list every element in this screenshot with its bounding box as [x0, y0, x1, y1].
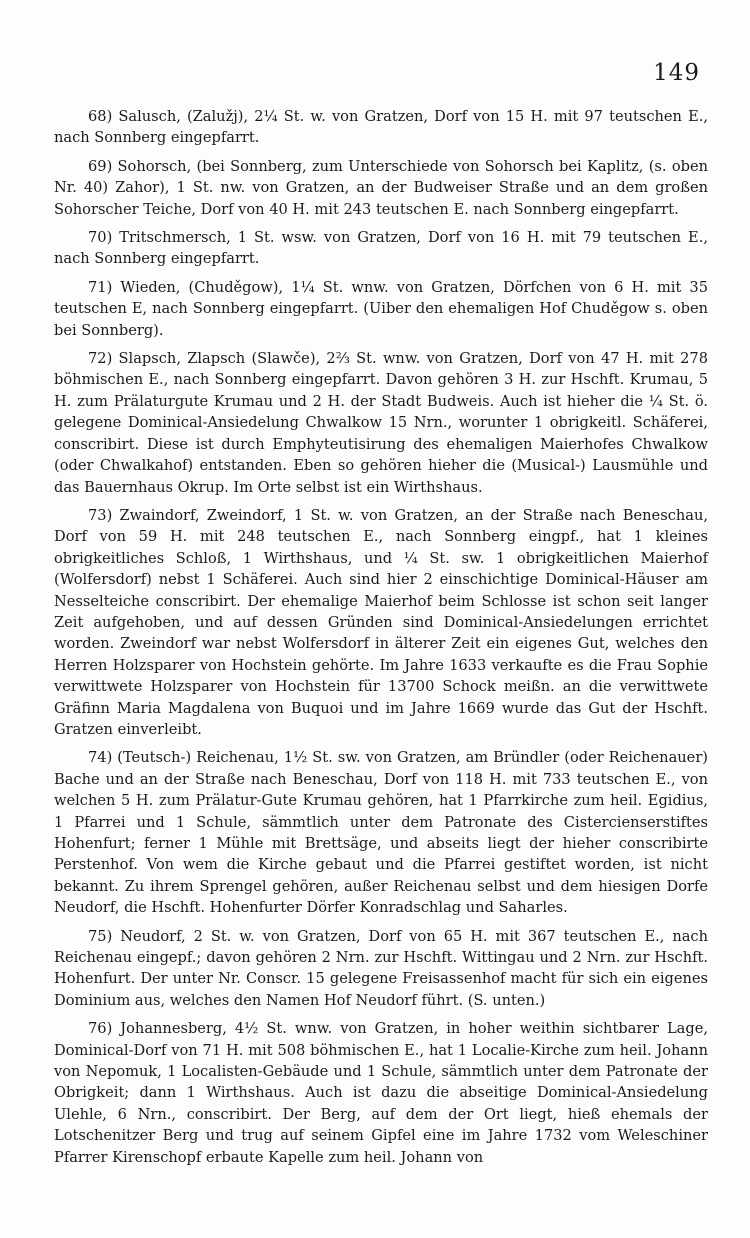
- entry-69: 69) Sohorsch, (bei Sonnberg, zum Unterschiede von Sohorsch bei Kaplitz, (s. oben Nr. 40) Zahor), 1 St. nw. von Gratzen, an der Budweiser Straße und an dem großen Sohorscher Teiche, Dorf von 40 H. mit 243 teutschen E. nach Sonnberg eingepfarrt.: [54, 157, 708, 218]
- entry-73: 73) Zwaindorf, Zweindorf, 1 St. w. von Gratzen, an der Straße nach Beneschau, Dorf von 59 H. mit 248 teutschen E., nach Sonnberg eingpf., hat 1 kleines obrigkeitliches Schloß, 1 Wirthshaus, und ¼ St. sw. 1 obrigkeitlichen Maierhof (Wolfersdorf) nebst 1 Schäferei. Auch sind hier 2 einschichtige Dominical-Häuser am Nesselteiche conscribirt. Der ehemalige Maierhof beim Schlosse ist schon seit langer Zeit aufgehoben, und auf dessen Gründen sind Dominical-Ansiedelungen errichtet worden. Zweindorf war nebst Wolfersdorf in älterer Zeit ein eigenes Gut, welches den Herren Holzsparer von Hochstein gehörte. Im Jahre 1633 verkaufte es die Frau Sophie verwittwete Holzsparer von Hochstein für 13700 Schock meißn. an die verwittwete Gräfinn Maria Magdalena von Buquoi und im Jahre 1669 wurde das Gut der Hschft. Gratzen einverleibt.: [54, 506, 708, 738]
- entry-70: 70) Tritschmersch, 1 St. wsw. von Gratzen, Dorf von 16 H. mit 79 teutschen E., nach Sonnberg eingepfarrt.: [54, 229, 708, 268]
- entries-list: [54, 106, 708, 1168]
- entry-76: 76) Johannesberg, 4½ St. wnw. von Gratzen, in hoher weithin sichtbarer Lage, Dominical-Dorf von 71 H. mit 508 böhmischen E., hat 1 Localie-Kirche zum heil. Johann von Nepomuk, 1 Localisten-Gebäude und 1 Schule, sämmtlich unter dem Patronate der Obrigkeit; dann 1 Wirthshaus. Auch ist dazu die abseitige Dominical-Ansiedelung Ulehle, 6 Nrn., conscribirt. Der Berg, auf dem der Ort liegt, hieß ehemals der Lotschenitzer Berg und trug auf seinem Gipfel eine im Jahre 1732 vom Weleschiner Pfarrer Kirenschopf erbaute Kapelle zum heil. Johann von: [54, 1020, 708, 1166]
- page-number: 149: [653, 60, 700, 86]
- entry-72: 72) Slapsch, Zlapsch (Slawče), 2⅔ St. wnw. von Gratzen, Dorf von 47 H. mit 278 böhmischen E., nach Sonnberg eingepfarrt. Davon gehören 3 H. zur Hschft. Krumau, 5 H. zum Prälaturgute Krumau und 2 H. der Stadt Budweis. Auch ist hieher die ¼ St. ö. gelegene Dominical-Ansiedelung Chwalkow 15 Nrn., worunter 1 obrigkeitl. Schäferei, conscribirt. Diese ist durch Emphyteutisirung des ehemaligen Maierhofes Chwalkow (oder Chwalkahof) entstanden. Eben so gehören hieher die (Musical-) Lausmühle und das Bauernhaus Okrup. Im Orte selbst ist ein Wirthshaus.: [54, 350, 708, 496]
- entry-71: 71) Wieden, (Chuděgow), 1¼ St. wnw. von Gratzen, Dörfchen von 6 H. mit 35 teutschen E, nach Sonnberg eingepfarrt. (Uiber den ehemaligen Hof Chuděgow s. oben bei Sonnberg).: [54, 278, 708, 339]
- entry-68: 68) Salusch, (Zalužj), 2¼ St. w. von Gratzen, Dorf von 15 H. mit 97 teutschen E., nach Sonnberg eingepfarrt.: [54, 108, 708, 147]
- entry-75: 75) Neudorf, 2 St. w. von Gratzen, Dorf von 65 H. mit 367 teutschen E., nach Reichenau eingepf.; davon gehören 2 Nrn. zur Hschft. Wittingau und 2 Nrn. zur Hschft. Hohenfurt. Der unter Nr. Conscr. 15 gelegene Freisassenhof macht für sich ein eigenes Dominium aus, welches den Namen Hof Neudorf führt. (S. unten.): [54, 927, 708, 1009]
- entry-74: 74) (Teutsch-) Reichenau, 1½ St. sw. von Gratzen, am Bründler (oder Reichenauer) Bache und an der Straße nach Beneschau, Dorf von 118 H. mit 733 teutschen E., von welchen 5 H. zum Prälatur-Gute Krumau gehören, hat 1 Pfarrkirche zum heil. Egidius, 1 Pfarrei und 1 Schule, sämmtlich unter dem Patronate des Cistercienserstiftes Hohenfurt; ferner 1 Mühle mit Brettsäge, und abseits liegt der hieher conscribirte Perstenhof. Von wem die Kirche gebaut und die Pfarrei gestiftet worden, ist nicht bekannt. Zu ihrem Sprengel gehören, außer Reichenau selbst und dem hiesigen Dorfe Neudorf, die Hschft. Hohenfurter Dörfer Konradschlag und Saharles.: [54, 749, 708, 917]
